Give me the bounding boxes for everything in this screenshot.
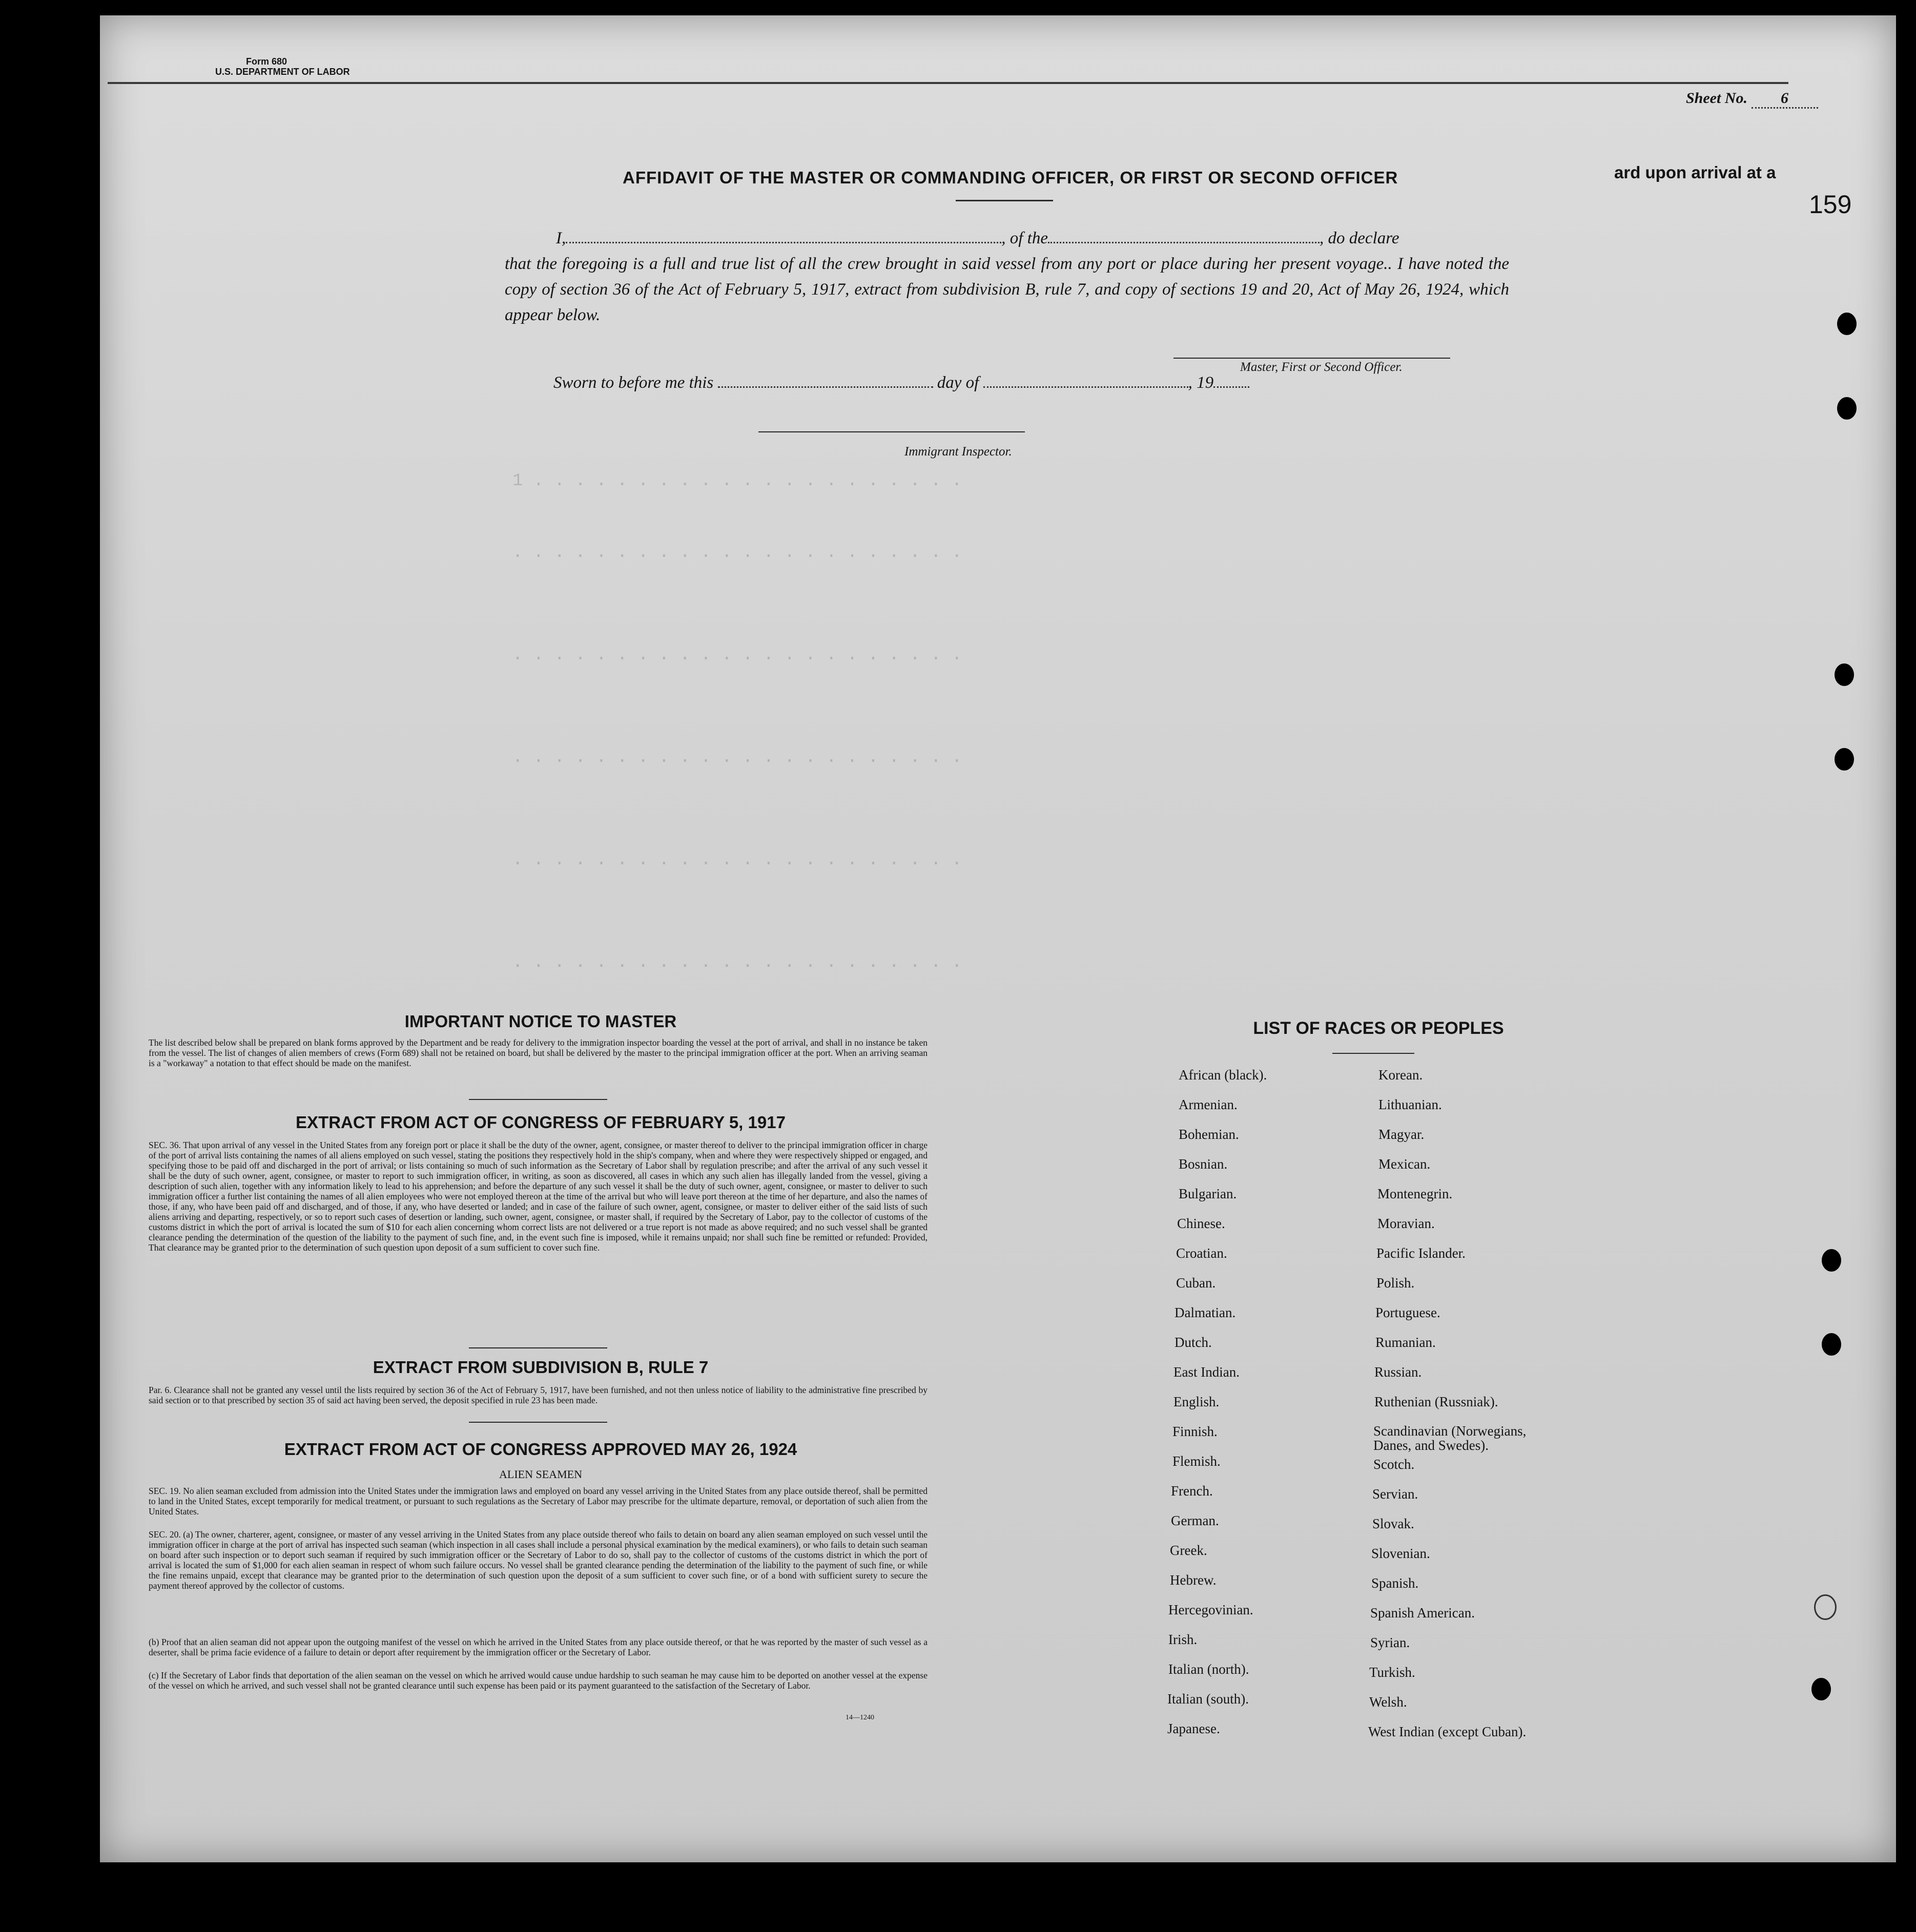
underlying-heading-fragment: ard upon arrival at a: [1614, 163, 1776, 182]
stamped-page-number: 159: [1809, 190, 1852, 219]
declaration-paragraph: [505, 225, 1509, 328]
race-item: Irish.: [1168, 1632, 1198, 1647]
race-item: Russian.: [1374, 1364, 1422, 1380]
form-number-line: Form 680: [246, 56, 287, 67]
extract-1924-subtitle: ALIEN SEAMEN: [499, 1468, 582, 1481]
race-item: Magyar.: [1378, 1127, 1425, 1142]
race-item: Croatian.: [1176, 1245, 1227, 1261]
binder-hole: [1822, 1333, 1841, 1356]
department-name: U.S. DEPARTMENT OF LABOR: [215, 67, 350, 77]
race-item: Syrian.: [1370, 1635, 1410, 1650]
extract-1917-body: SEC. 36. That upon arrival of any vessel in the United States from any foreign port or place it shall be the duty of the owner, agent, consignee, or master thereof to deliver to the principal immigration officer in charge of the port of arrival lists containing the names of all aliens employed on such vessel, stating the positions they respectively hold in the ship's company, when and where they were respectively shipped or engaged, and specifying those to be paid off and discharged in the port of arrival; or lists containing so much of such information as the Secretary of Labor shall by regulation prescribe; and after the arrival of any such vessel it shall be the duty of such owner, agent, consignee, or master to report to such immigration officer, in writing, as soon as discovered, all cases in which any such alien has illegally landed from the vessel, giving a description of such alien, together with any information likely to lead to his apprehension; and before the departure of any such vessel it shall be the duty of such owner, agent, consignee, or master to deliver to such immigration officer a further list containing the names of all alien employees who were not employed thereon at the time of the arrival but who will leave port thereon at the time of her departure, and also the names of those, if any, who have been paid off and discharged, and of those, if any, who have deserted or landed; and in case of the failure of such owner, agent, consignee, or master to deliver either of the said lists of such aliens arriving and departing, respectively, or so to report such cases of desertion or landing, such owner, agent, consignee, or master shall, if required by the Secretary of Labor, pay to the collector of customs of the customs district in which the port of arrival is located the sum of $10 for each alien concerning whom correct lists are not delivered or a true report is not made as above required; and no such vessel shall be granted clearance pending the determination of the question of the liability to the payment of such fine, and, in the event such fine is imposed, while it remains unpaid; nor shall such fine be remitted or refunded: Provided, That clearance may be granted prior to the determination of such question upon deposit of a sum sufficient to cover such fine.: [149, 1140, 928, 1253]
header-top-rule: [108, 82, 1788, 84]
race-item: Welsh.: [1369, 1694, 1407, 1710]
race-item: Pacific Islander.: [1376, 1245, 1466, 1261]
race-item: Italian (south).: [1167, 1691, 1249, 1707]
extract-1917-title: EXTRACT FROM ACT OF CONGRESS OF FEBRUARY 5, 1917: [296, 1113, 786, 1132]
race-item: Japanese.: [1167, 1721, 1220, 1736]
race-item: Scandinavian (Norwegians, Danes, and Swedes).: [1373, 1423, 1527, 1453]
notice-title: IMPORTANT NOTICE TO MASTER: [404, 1012, 677, 1031]
day-of-label: day of: [937, 373, 979, 392]
race-item: Ruthenian (Russniak).: [1374, 1394, 1498, 1409]
binder-hole: [1811, 1678, 1831, 1700]
race-item: African (black).: [1179, 1067, 1267, 1083]
sheet-label: Sheet No.: [1686, 90, 1747, 107]
race-item: Armenian.: [1179, 1097, 1238, 1112]
inspector-signature-line: [758, 431, 1025, 432]
binder-hole: [1837, 313, 1857, 335]
extract-1924-sec20b: (b) Proof that an alien seaman did not appear upon the outgoing manifest of the vessel on which he arrived in the United States from any place outside thereof, or that he was reported by the master of such vessel as a deserter, shall be prima facie evidence of a failure to detain or deport after requirement by the immigration officer or the Secretary of Labor.: [149, 1637, 928, 1657]
declaration-i: I,: [556, 229, 566, 247]
binder-hole: [1835, 663, 1854, 686]
master-signature-line: [1173, 358, 1450, 359]
race-item: Rumanian.: [1375, 1335, 1436, 1350]
master-signature-label: Master, First or Second Officer.: [1240, 360, 1403, 374]
race-item: Chinese.: [1177, 1216, 1225, 1231]
affidavit-title-rule: [956, 200, 1053, 201]
print-code: 14—1240: [846, 1714, 874, 1721]
extract-1917-divider: [469, 1347, 607, 1348]
race-item: Hebrew.: [1170, 1572, 1217, 1588]
declaration-body: that the foregoing is a full and true list of all the crew brought in said vessel from any port or place during her present voyage.. I have noted the copy of section 36 of the Act of February 5, 1917, extract from subdivision B, rule 7, and copy of sections 19 and 20, Act of May 26, 1924, which appear below.: [505, 255, 1509, 324]
affidavit-title: AFFIDAVIT OF THE MASTER OR COMMANDING OFFICER, OR FIRST OR SECOND OFFICER: [623, 168, 1398, 187]
race-item: Dalmatian.: [1175, 1305, 1236, 1320]
race-item: Bulgarian.: [1179, 1186, 1237, 1201]
year-prefix: , 19: [1188, 373, 1214, 392]
race-item: French.: [1171, 1483, 1213, 1499]
race-item: Montenegrin.: [1377, 1186, 1453, 1201]
extract-1924-title: EXTRACT FROM ACT OF CONGRESS APPROVED MAY 26, 1924: [284, 1440, 797, 1459]
race-item: East Indian.: [1173, 1364, 1240, 1380]
race-item: English.: [1173, 1394, 1220, 1409]
race-item: Bohemian.: [1179, 1127, 1239, 1142]
extract-1924-sec19: SEC. 19. No alien seaman excluded from admission into the United States under the immigration laws and employed on board any vessel arriving in the United States from any place outside thereof, shall be permitted to land in the United States, except temporarily for medical treatment, or pursuant to such regulations as the Secretary of Labor may prescribe for the ultimate departure, removal, or deportation of such alien from the United States.: [149, 1486, 928, 1516]
race-item: Greek.: [1170, 1543, 1207, 1558]
race-item: Cuban.: [1176, 1275, 1216, 1291]
sworn-year-blank: [1213, 373, 1249, 388]
notice-body: The list described below shall be prepared on blank forms approved by the Department and be ready for delivery to the immigration inspector boarding the vessel at the port of arrival, and shall in no instance be taken from the vessel. The list of changes of alien members of crews (Form 689) shall not be retained on board, but shall be delivered by the master to the principal immigration officer at the port. When an arriving seaman is a "workaway" a notation to that effect should be made on the manifest.: [149, 1037, 928, 1068]
sworn-day-blank: [718, 373, 933, 388]
race-item: Flemish.: [1172, 1453, 1221, 1469]
race-item: West Indian (except Cuban).: [1368, 1724, 1527, 1739]
races-title: LIST OF RACES OR PEOPLES: [1253, 1019, 1504, 1038]
form-number: [215, 56, 350, 77]
race-item: Finnish.: [1172, 1424, 1218, 1439]
race-item: Dutch.: [1175, 1335, 1212, 1350]
sworn-month-blank: [983, 373, 1188, 388]
binder-hole: [1822, 1249, 1841, 1272]
race-item: German.: [1171, 1513, 1219, 1528]
sheet-value: 6: [1752, 90, 1818, 109]
race-item: Spanish American.: [1370, 1605, 1475, 1621]
vessel-name-blank: [1048, 228, 1320, 243]
sheet-number: [1686, 90, 1818, 109]
sworn-line: [553, 373, 1249, 392]
extract-1924-sec20a: SEC. 20. (a) The owner, charterer, agent, consignee, or master of any vessel arriving in the United States from any place outside thereof who fails to detain on board any alien seaman employed on such vessel until the immigration officer in charge at the port of arrival has inspected such seaman (which inspection in all cases shall include a personal physical examination by the medical examiners), or who fails to detain such seaman on board after such inspection or to deport such seaman if required by such immigration officer or the Secretary of Labor to do so, shall pay to the collector of customs of the customs district in which the port of arrival is located the sum of $1,000 for each alien seaman in respect of whom such failure occurs. No vessel shall be granted clearance pending the determination of the liability to the payment of such fine, or while the fine remains unpaid, except that clearance may be granted prior to the determination of such question upon the deposit of a sum sufficient to cover such fine, or of a bond with sufficient surety to secure the payment thereof approved by the collector of customs.: [149, 1529, 928, 1591]
races-title-rule: [1332, 1053, 1414, 1054]
race-item: Bosnian.: [1179, 1156, 1228, 1172]
race-item: Spanish.: [1371, 1575, 1419, 1591]
extract-1924-sec20c: (c) If the Secretary of Labor finds that deportation of the alien seaman on the vessel on which he arrived would cause undue hardship to such seaman he may cause him to be deported on another vessel at the expense of the vessel on which he arrived, and such vessel shall not be granted clearance until such expense has been paid or its payment guaranteed to the satisfaction of the Secretary of Labor.: [149, 1670, 928, 1691]
notice-divider: [469, 1099, 607, 1100]
declaration-of-the: , of the: [1001, 229, 1048, 247]
race-item: Servian.: [1372, 1486, 1418, 1502]
inspector-signature-label: Immigrant Inspector.: [904, 445, 1012, 459]
race-item: Korean.: [1378, 1067, 1423, 1083]
declarant-name-blank: [566, 228, 1001, 243]
binder-hole: [1837, 397, 1857, 420]
declaration-do-declare: , do declare: [1319, 229, 1399, 247]
race-item: Turkish.: [1369, 1665, 1415, 1680]
binder-hole: [1814, 1594, 1837, 1620]
declaration-first-line: [505, 225, 1509, 251]
race-item: Portuguese.: [1375, 1305, 1440, 1320]
extract-rule7-body: Par. 6. Clearance shall not be granted any vessel until the lists required by section 36 of the Act of February 5, 1917, have been furnished, and not then unless notice of liability to the administrative fine prescribed by said section or to that prescribed by section 35 of said act having been served, the deposit specified in rule 23 has been made.: [149, 1385, 928, 1405]
race-item: Polish.: [1376, 1275, 1415, 1291]
race-item: Italian (north).: [1168, 1661, 1249, 1677]
binder-hole: [1835, 748, 1854, 771]
race-item: Lithuanian.: [1378, 1097, 1442, 1112]
sworn-label: Sworn to before me this: [553, 373, 714, 392]
race-item: Scotch.: [1373, 1457, 1415, 1472]
race-item: Hercegovinian.: [1168, 1602, 1253, 1617]
extract-rule7-title: EXTRACT FROM SUBDIVISION B, RULE 7: [373, 1358, 709, 1377]
race-item: Mexican.: [1378, 1156, 1431, 1172]
race-item: Moravian.: [1377, 1216, 1435, 1231]
race-item: Slovenian.: [1371, 1546, 1430, 1561]
race-item: Slovak.: [1372, 1516, 1414, 1531]
extract-rule7-divider: [469, 1422, 607, 1423]
